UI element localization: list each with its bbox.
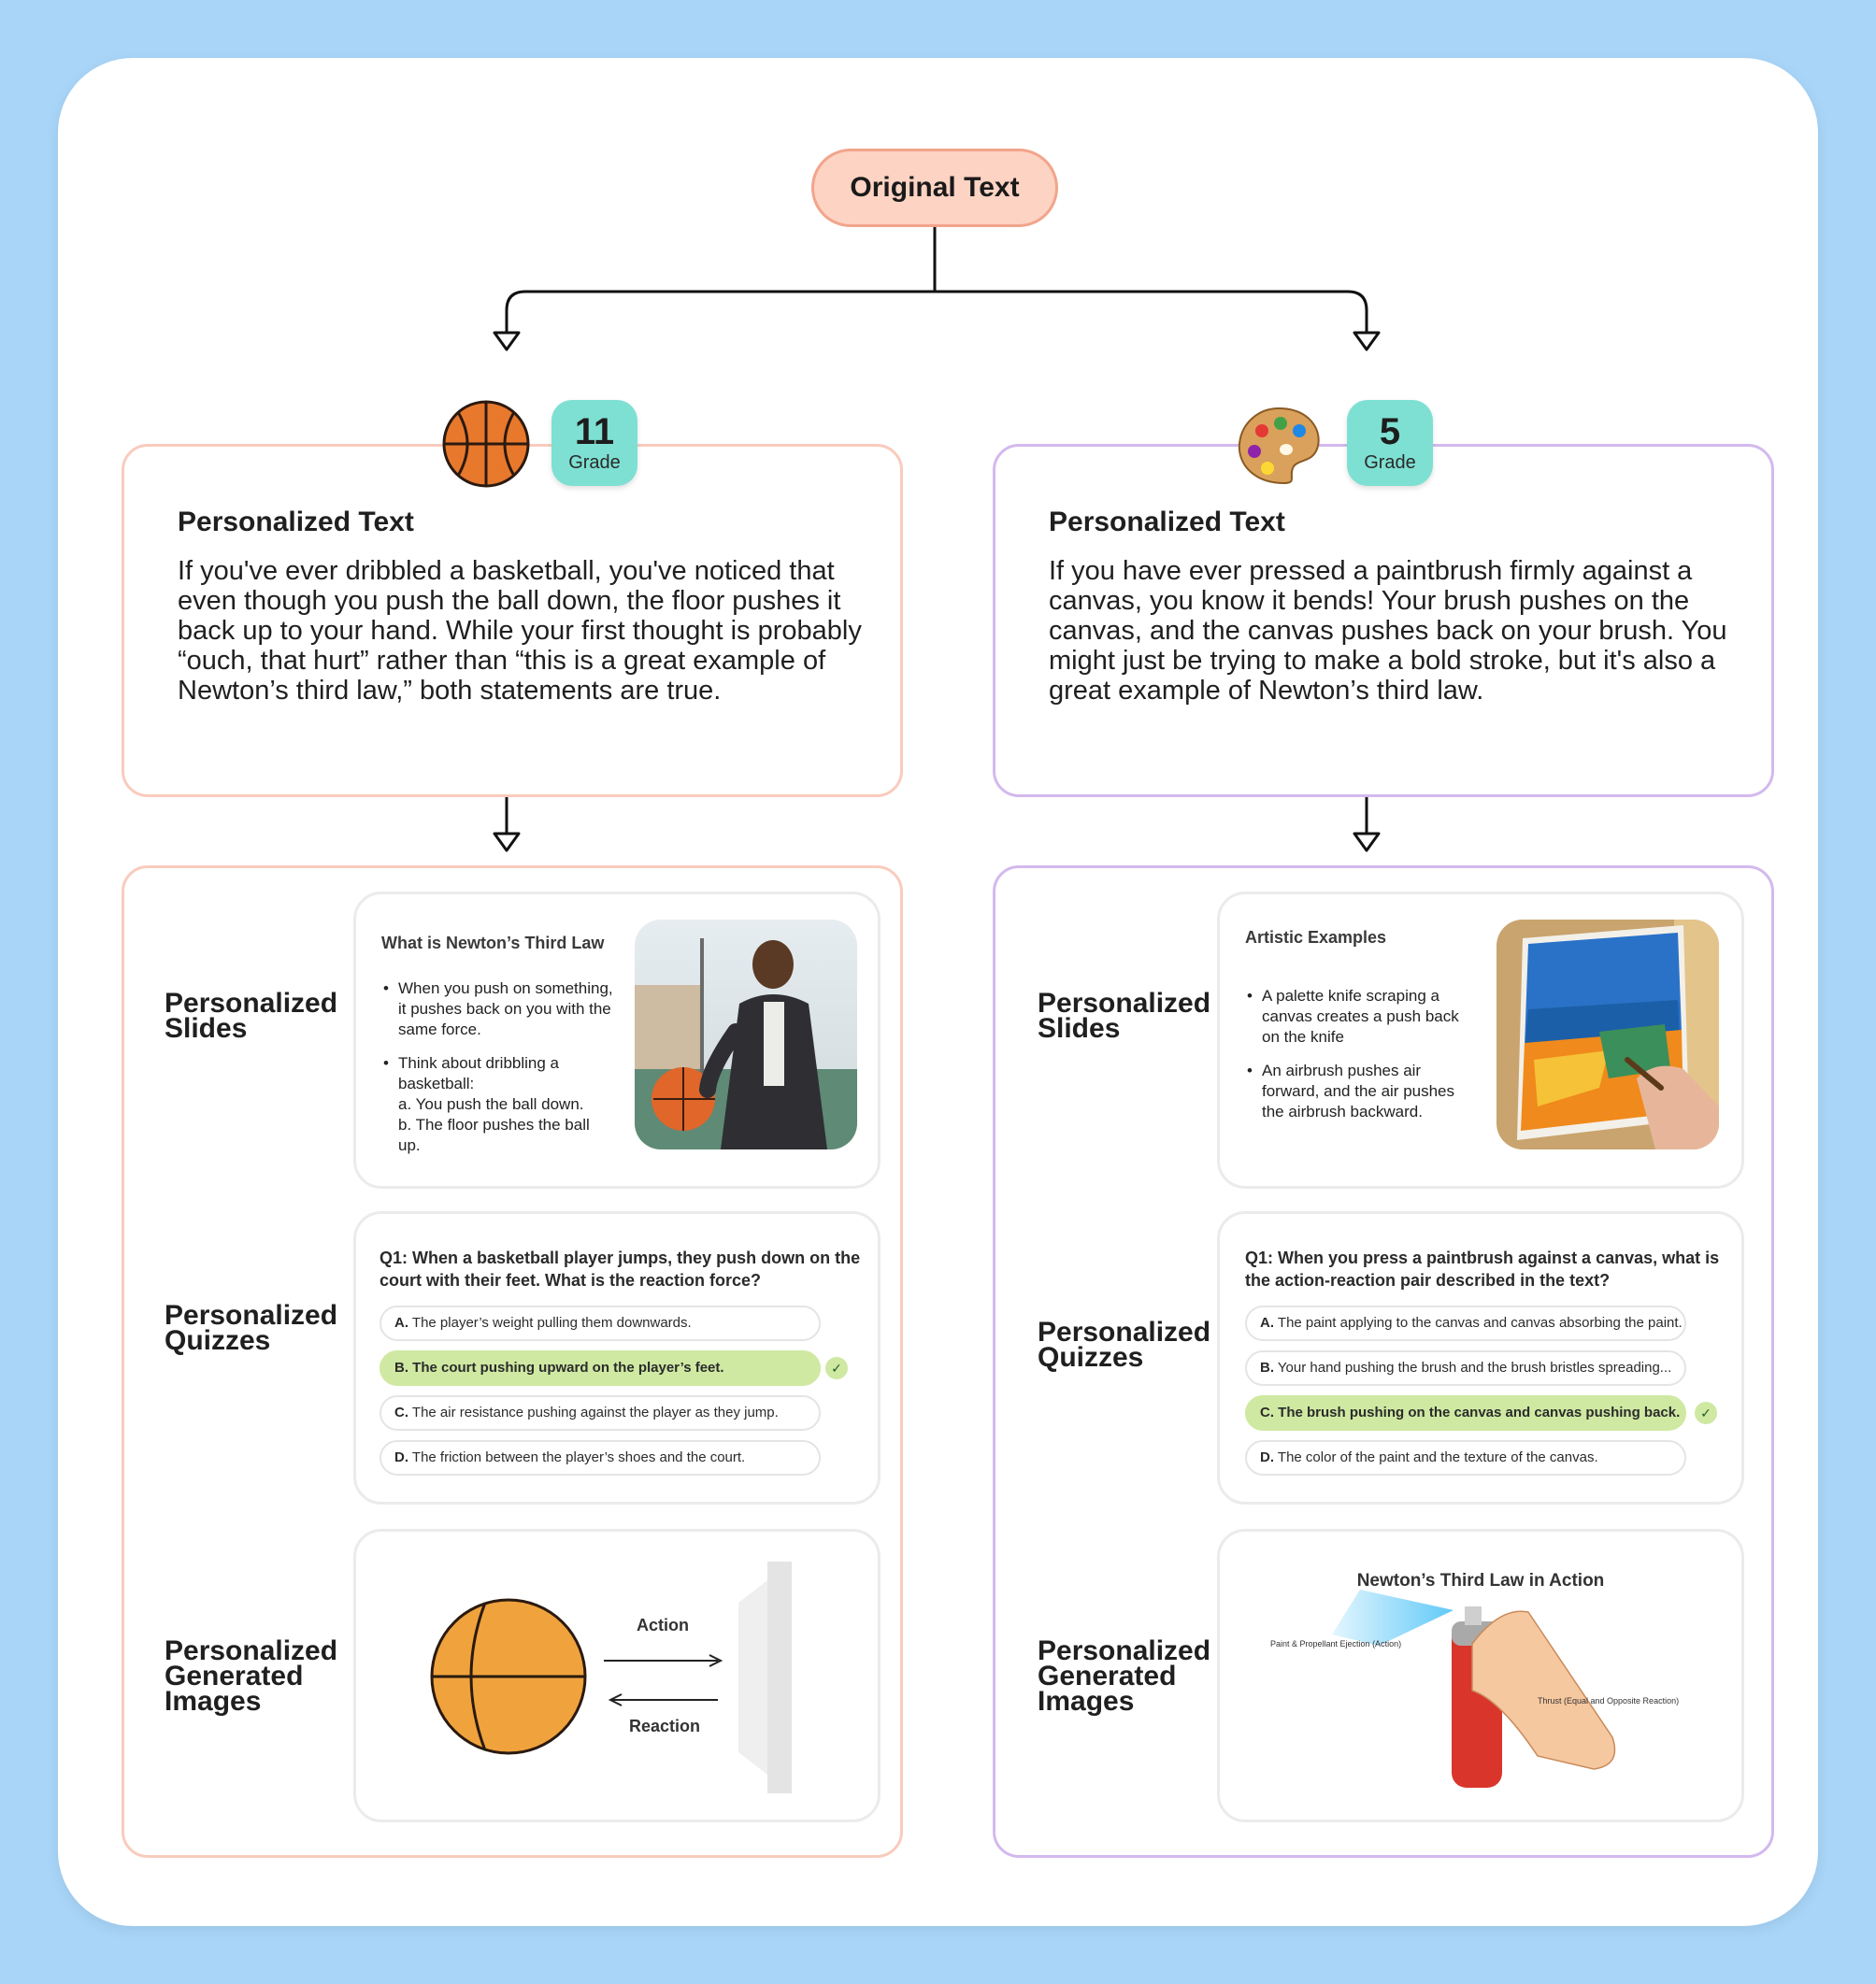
slide-bullet-text: Think about dribbling a basketball: — [398, 1054, 560, 1092]
option-letter: C. — [1260, 1405, 1274, 1420]
option-letter: A. — [1260, 1315, 1274, 1331]
option-letter: C. — [394, 1405, 408, 1420]
right-slides-label: Personalized Slides — [1038, 988, 1211, 1044]
branch-line — [507, 292, 1367, 348]
spray-can-illustration — [1220, 1532, 1741, 1820]
quiz-question: Q1: When you press a paintbrush against a canvas, what is the action-reaction pair described in the text? — [1245, 1249, 1720, 1290]
reaction-caption: Thrust (Equal and Opposite Reaction) — [1538, 1696, 1680, 1706]
left-quiz-card — [353, 1211, 881, 1505]
quiz-option-b[interactable] — [1245, 1350, 1686, 1386]
option-letter: B. — [1260, 1360, 1274, 1376]
left-quizzes-label: Personalized Quizzes — [165, 1300, 338, 1356]
slide-bullets — [381, 978, 615, 1169]
root-node — [811, 149, 1058, 227]
option-text: The paint applying to the canvas and canvas absorbing the paint. — [1277, 1315, 1683, 1331]
option-letter: A. — [394, 1315, 408, 1331]
right-text-body: If you have ever pressed a paintbrush firmly against a canvas, you know it bends! Your brush pushes on the canvas, and the canvas pushes back on your brush. You might just be trying to make a bold stroke, but it's also a great example of Newton’s third law. — [1049, 556, 1727, 706]
option-text: The friction between the player’s shoes and the court. — [411, 1449, 746, 1465]
check-icon: ✓ — [825, 1357, 848, 1379]
option-letter: D. — [1260, 1449, 1274, 1465]
left-slide-card — [353, 892, 881, 1189]
reaction-label: Reaction — [629, 1717, 701, 1735]
option-text: Your hand pushing the brush and the brush bristles spreading... — [1277, 1360, 1672, 1376]
grade-label: Grade — [1364, 452, 1416, 473]
right-quizzes-label: Personalized Quizzes — [1038, 1317, 1211, 1373]
right-text-title: Personalized Text — [1049, 507, 1285, 537]
right-quiz-card — [1217, 1211, 1744, 1505]
action-reaction-illustration — [356, 1532, 878, 1820]
slide-title: What is Newton’s Third Law — [381, 934, 605, 952]
quiz-option-c-correct[interactable] — [1245, 1395, 1686, 1431]
option-text: The player’s weight pulling them downwards. — [411, 1315, 692, 1331]
arrowhead-left-top — [494, 333, 519, 350]
slide-sub-bullet: b. The floor pushes the ball up. — [398, 1116, 590, 1154]
slide-bullet: • When you push on something, it pushes back on you with the same force. — [381, 978, 615, 1040]
option-letter: B. — [394, 1360, 408, 1376]
right-slide-card — [1217, 892, 1744, 1189]
grade-label: Grade — [568, 452, 621, 473]
arrowhead-right-top — [1354, 333, 1379, 350]
left-text-title: Personalized Text — [178, 507, 414, 537]
quiz-option-d[interactable] — [379, 1440, 821, 1476]
slide-bullet: • An airbrush pushes air forward, and the air pushes the airbrush backward. — [1245, 1061, 1474, 1122]
image-title: Newton’s Third Law in Action — [1356, 1571, 1605, 1591]
left-generated-image-card — [353, 1529, 881, 1822]
quiz-option-a[interactable] — [1245, 1306, 1686, 1341]
slide-bullet — [381, 1053, 615, 1156]
check-icon: ✓ — [1695, 1402, 1717, 1424]
grade-number: 11 — [574, 411, 615, 452]
option-text: The color of the paint and the texture of the canvas. — [1277, 1449, 1598, 1465]
left-text-body: If you've ever dribbled a basketball, you've noticed that even though you push the ball down, the floor pushes it back up to your hand. While your first thought is probably “ouch, that hurt” rather than “this is a great example of Newton’s third law,” both statements are true. — [178, 556, 862, 706]
quiz-option-a[interactable] — [379, 1306, 821, 1341]
slide-title: Artistic Examples — [1245, 928, 1387, 947]
right-generated-image-card — [1217, 1529, 1744, 1822]
right-images-label: Personalized Generated Images — [1038, 1635, 1211, 1717]
option-text: The brush pushing on the canvas and canvas pushing back. — [1278, 1405, 1681, 1420]
quiz-question: Q1: When a basketball player jumps, they push down on the court with their feet. What is the reaction force? — [379, 1249, 861, 1290]
root-node-label: Original Text — [850, 172, 1020, 203]
arrowhead-left-bottom — [494, 834, 519, 850]
left-grade-badge — [551, 400, 637, 486]
quiz-option-d[interactable] — [1245, 1440, 1686, 1476]
basketball-icon — [439, 397, 533, 491]
canvas-painting-photo — [1497, 920, 1719, 1149]
option-text: The court pushing upward on the player’s feet. — [412, 1360, 724, 1376]
palette-icon — [1232, 397, 1325, 491]
left-images-label: Personalized Generated Images — [165, 1635, 338, 1717]
basketball-player-photo — [635, 920, 857, 1149]
action-caption: Paint & Propellant Ejection (Action) — [1270, 1639, 1402, 1649]
right-grade-badge — [1347, 400, 1433, 486]
slide-bullets — [1245, 986, 1474, 1135]
arrowhead-right-bottom — [1354, 834, 1379, 850]
slide-sub-bullet: a. You push the ball down. — [398, 1095, 584, 1113]
left-slides-label: Personalized Slides — [165, 988, 338, 1044]
grade-number: 5 — [1379, 411, 1401, 452]
option-letter: D. — [394, 1449, 408, 1465]
slide-bullet: • A palette knife scraping a canvas creates a push back on the knife — [1245, 986, 1474, 1048]
right-personalized-text-box — [993, 444, 1774, 797]
quiz-option-b-correct[interactable] — [379, 1350, 821, 1386]
left-personalized-text-box — [122, 444, 903, 797]
option-text: The air resistance pushing against the player as they jump. — [411, 1405, 779, 1420]
action-label: Action — [637, 1616, 689, 1634]
quiz-option-c[interactable] — [379, 1395, 821, 1431]
